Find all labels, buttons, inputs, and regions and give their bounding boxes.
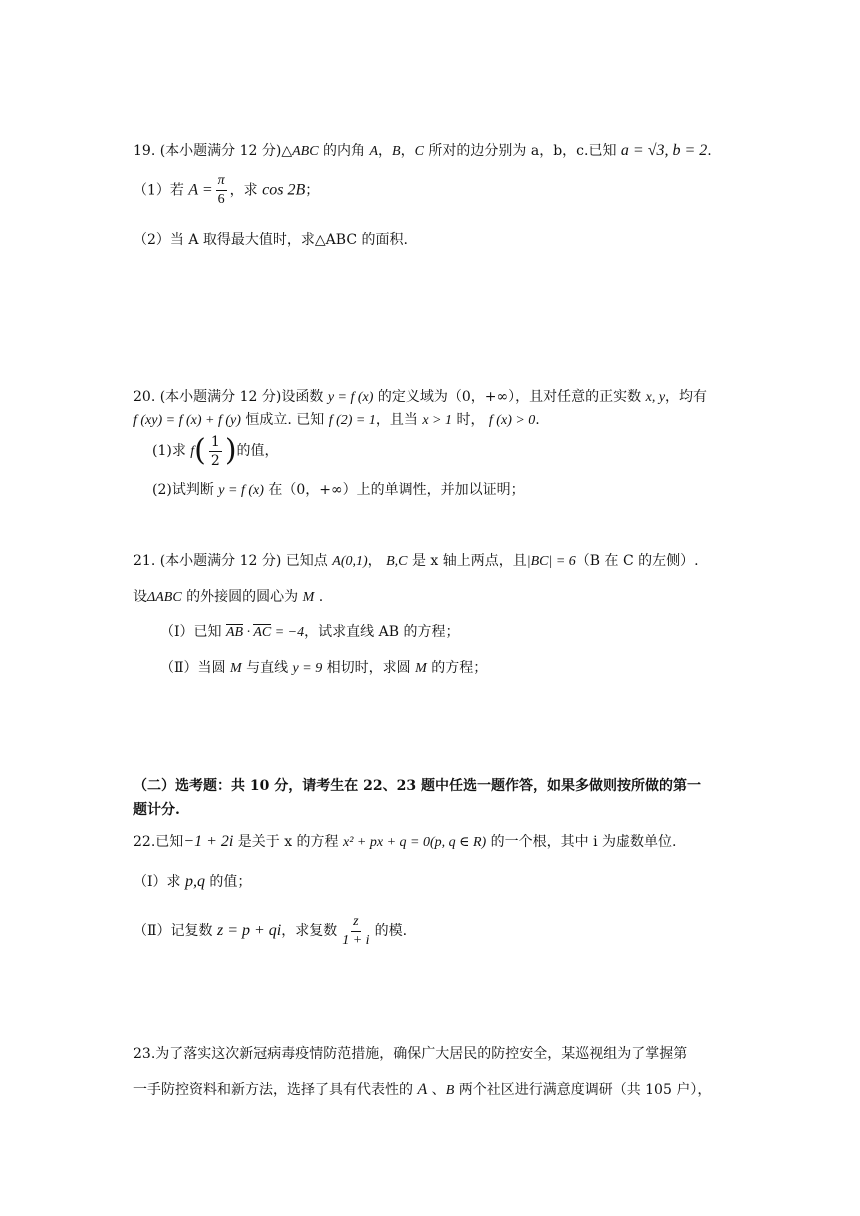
q20-stem-line1: 20. (本小题满分 12 分)设函数 y = f (x) 的定义域为（0，+∞），且对任意的正实数 x, y，均有 — [133, 389, 708, 405]
q22-part2: （Ⅱ）记复数 z = p + qi，求复数 $\frac{z}{1 + i}$ 的模. — [133, 913, 408, 948]
q22-part1: （Ⅰ）求 p,q 的值； — [133, 873, 252, 890]
fraction-pi-over-6: $\frac{\pi}{6}$ — [217, 173, 225, 207]
q20-part1: (1)求 f( $\frac{1}{2}$ )的值， — [152, 433, 279, 469]
q20-part2: (2)试判断 y = f (x) 在（0，+∞）上的单调性，并加以证明； — [152, 482, 525, 498]
q21-stem-line1: 21. (本小题满分 12 分) 已知点 A(0,1)， B,C 是 x 轴上两点，且|BC| = 6（B 在 C 的左侧）. — [133, 553, 699, 569]
q19-part1: （1）若 A = $\frac{\pi}{6}$ ，求 cos 2B； — [133, 173, 320, 207]
q23-stem-line1: 23.为了落实这次新冠病毒疫情防范措施，确保广大居民的防控安全，某巡视组为了掌握第 — [133, 1046, 688, 1062]
fraction-z-over-1-plus-i: $\frac{z}{1 + i}$ — [342, 913, 370, 948]
q19-part2: （2）当 A 取得最大值时，求△ABC 的面积. — [133, 232, 408, 248]
q20-stem-line2: f (xy) = f (x) + f (y) 恒成立. 已知 f (2) = 1，且当 x > 1 时， f (x) > 0. — [133, 412, 540, 428]
q21-part1: （Ⅰ）已知 AB · AC = −4，试求直线 AB 的方程； — [160, 624, 460, 640]
q22-stem: 22.已知−1 + 2i 是关于 x 的方程 x² + px + q = 0(p, q ∈ R) 的一个根，其中 i 为虚数单位. — [133, 833, 677, 850]
q19-stem: 19. (本小题满分 12 分)△ABC 的内角 A，B，C 所对的边分别为 a，b，c.已知 a = √3, b = 2. — [133, 142, 712, 159]
q21-stem-line2: 设ΔABC 的外接圆的圆心为 M . — [133, 589, 324, 605]
q23-stem-line2: 一手防控资料和新方法，选择了具有代表性的 A 、B 两个社区进行满意度调研（共 105 户）， — [133, 1081, 712, 1098]
q21-part2: （Ⅱ）当圆 M 与直线 y = 9 相切时，求圆 M 的方程； — [160, 660, 488, 676]
section2-instructions-line1: （二）选考题：共 10 分，请考生在 22、23 题中任选一题作答，如果多做则按所做的第一 — [133, 778, 701, 794]
q19-condition: a = √3, b = 2 — [620, 142, 708, 159]
fraction-one-half: $\frac{1}{2}$ — [210, 433, 220, 469]
section2-instructions-line2: 题计分. — [133, 802, 180, 818]
